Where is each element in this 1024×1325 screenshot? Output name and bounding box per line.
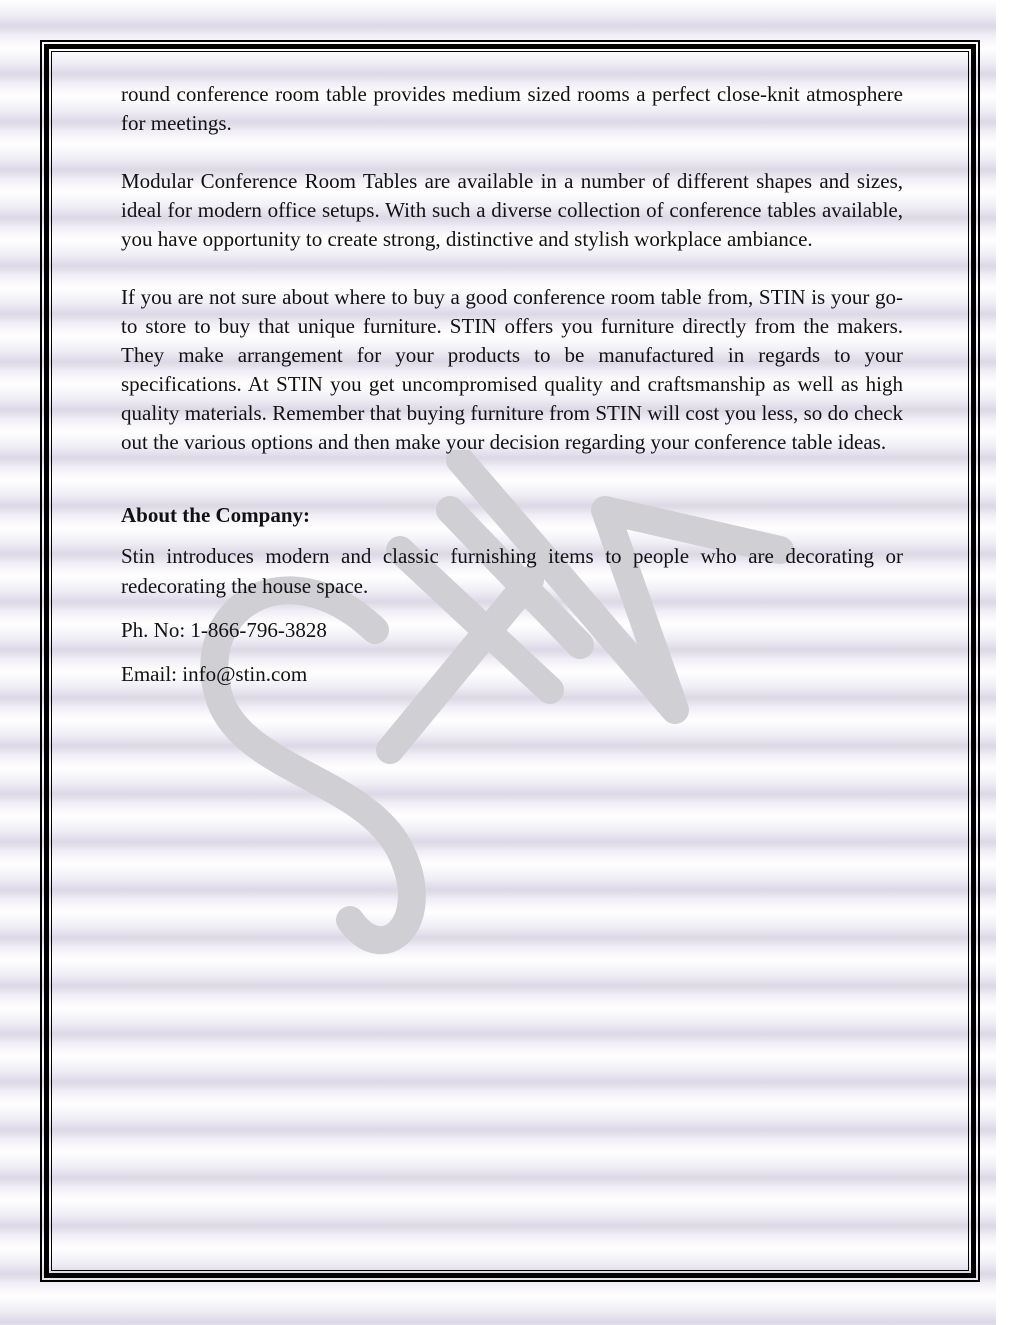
page-edge xyxy=(996,0,1024,1325)
paragraph-modular-tables: Modular Conference Room Tables are available in a number of different shapes and sizes, ideal for modern office setups. With such a diverse collection of conference tables available, you have opportunity to create strong, distinctive and stylish workplace ambiance. xyxy=(121,169,903,251)
document-body xyxy=(121,80,903,703)
about-description: Stin introduces modern and classic furnishing items to people who are decorating or redecorating the house space. xyxy=(121,544,903,598)
contact-phone: Ph. No: 1-866-796-3828 xyxy=(121,618,327,642)
paragraph-where-to-buy: If you are not sure about where to buy a good conference room table from, STIN is your go-to store to buy that unique furniture. STIN offers you furniture directly from the makers. They make arrangement for your products to be manufactured in regards to your specifications. At STIN you get uncompromised quality and craftsmanship as well as high quality materials. Remember that buying furniture from STIN will cost you less, so do check out the various options and then make your decision regarding your conference table ideas. xyxy=(121,285,903,454)
about-heading: About the Company: xyxy=(121,503,311,527)
contact-email: Email: info@stin.com xyxy=(121,662,308,686)
paragraph-conference-table-intro: round conference room table provides medium sized rooms a perfect close-knit atmosphere for meetings. xyxy=(121,82,903,135)
